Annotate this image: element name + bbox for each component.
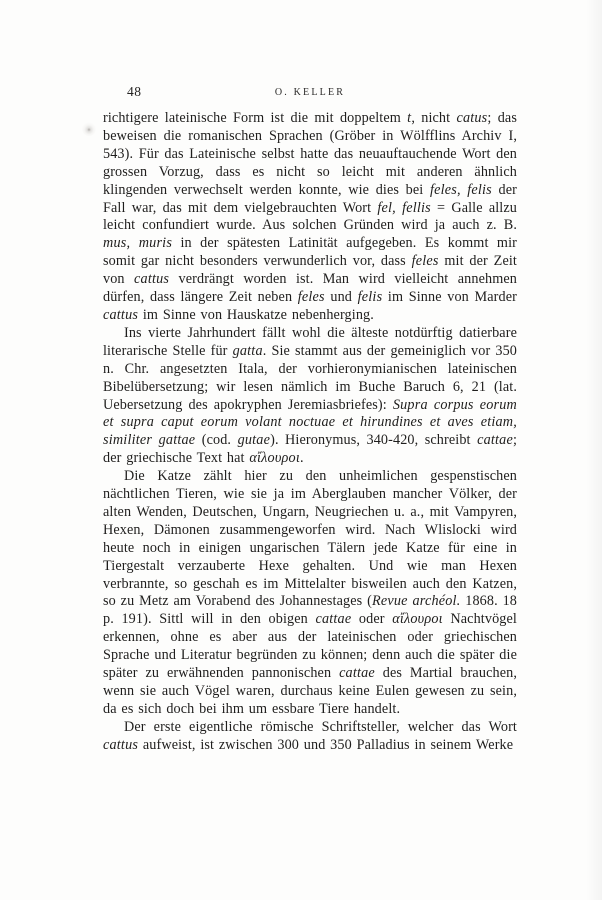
page-content (103, 84, 517, 755)
text-segment: ; der griechische Text hat (103, 432, 518, 467)
italic-text-segment: cattus (103, 736, 139, 753)
italic-text-segment: fel, fellis (377, 199, 431, 216)
italic-text-segment: mus, muris (103, 235, 173, 252)
italic-text-segment: Revue archéol. (371, 593, 461, 610)
text-segment: richtigere lateinische Form ist die mit doppeltem (103, 110, 408, 126)
paragraph (103, 468, 517, 719)
text-segment: im Sinne von Hauskatze nebenherging. (138, 306, 374, 323)
italic-text-segment: αἴλουροι (249, 450, 300, 467)
italic-text-segment: αἴλουροι (392, 611, 443, 628)
text-segment: verdrängt worden ist. Man wird vielleicht annehmen dürfen, dass längere Zeit neben (103, 271, 517, 306)
text-segment: Die Katze zählt hier zu den unheimlichen gespenstischen nächtlichen Tieren, wie sie ja im Aberglauben mancher Völker, der alten Wenden, Deutschen, Ungarn, Neugriechen u. a., mit Vampyren, Hexen, Dämonen zusammengeworfen wird. Nach Wlislocki wird heute noch in einigen ungarischen Tälern jede Katze für eine in Tiergestalt verzauberte Hexe gehalten. Und wie man Hexen verbrannte, so geschah es im Mittelalter bisweilen auch den Katzen, so zu Metz am Vorabend des Johannestages ( (103, 468, 517, 610)
italic-text-segment: cattae (477, 432, 513, 449)
italic-text-segment: cattus (134, 271, 170, 288)
italic-text-segment: catus (456, 110, 488, 126)
text-segment: . Sie stammt aus der gemeiniglich vor 350 n. Chr. angesetzten Itala, der vorhieronymianischen lateinischen Bibelübersetzung; wir lesen nämlich im Buche Baruch 6, 21 (lat. Uebersetzung des apokryphen Jeremiasbriefes): (103, 342, 517, 413)
italic-text-segment: feles (297, 289, 325, 306)
text-segment: Der erste eigentliche römische Schriftsteller, welcher das Wort (124, 718, 517, 735)
page-number: 48 (127, 84, 142, 99)
text-segment: (cod. (195, 432, 238, 449)
text-segment: . (299, 450, 304, 467)
running-head-author: O. KELLER (274, 87, 346, 98)
text-segment: Ins vierte Jahrhundert fällt wohl die älteste notdürftig datierbare literarische Stelle für (103, 324, 517, 359)
text-segment: mit der Zeit von (103, 253, 517, 288)
text-segment: in der spätesten Latinität aufgegeben. Es kommt mir somit gar nicht besonders verwunderlich vor, dass (103, 235, 517, 270)
scan-artifact-speck (82, 122, 96, 136)
body-text (103, 110, 517, 755)
text-segment: , nicht (411, 110, 457, 126)
running-header (103, 84, 517, 101)
text-segment: des Martial brauchen, wenn sie auch Vögel waren, durchaus keine Eulen gewesen zu sein, da es sich doch bei ihm um essbare Tiere handelt. (103, 665, 517, 717)
paragraph (103, 110, 517, 325)
text-segment: = Galle allzu leicht confundiert wurde. Aus solchen Gründen wird ja auch z. B. (103, 199, 517, 234)
paragraph (103, 719, 517, 755)
italic-text-segment: feles (429, 181, 457, 198)
italic-text-segment: gatta (232, 342, 263, 359)
italic-text-segment: cattus (103, 306, 139, 323)
paragraph (103, 325, 517, 468)
italic-text-segment: felis (467, 181, 492, 198)
italic-text-segment: t (407, 110, 412, 126)
page-edge-shading (586, 0, 602, 900)
italic-text-segment: cattae (315, 611, 352, 628)
text-segment: im Sinne von Marder (382, 289, 517, 306)
text-segment: Nachtvögel erkennen, ohne es aber aus der lateinischen oder griechischen Sprache und Literatur begründen zu können; denn auch die später die später zu erwähnenden pannonischen (103, 611, 517, 682)
text-segment: ). Hieronymus, 340-420, schreibt (270, 432, 478, 449)
italic-text-segment: felis (357, 289, 383, 306)
text-segment: 1868. 18 p. 191). Sittl will in den obigen (103, 593, 518, 628)
italic-text-segment: Supra corpus eorum et supra caput eorum volant noctuae et hirundines et aves etiam, similiter gattae (103, 396, 517, 449)
text-segment: ; das beweisen die romanischen Sprachen (Gröber in Wölfflins Archiv I, 543). Für das Lateinische selbst hatte das neuauftauchende Wort den grossen Vorzug, dass es nicht so leicht mit anderen ähnlich klingenden verwechselt werden konnte, wie dies bei (103, 110, 517, 198)
text-segment: , (456, 181, 468, 198)
italic-text-segment: cattae (339, 665, 375, 682)
text-segment: oder (351, 611, 393, 628)
text-segment: der Fall war, das mit dem vielgebrauchten Wort (103, 181, 517, 216)
text-segment: aufweist, ist zwischen 300 und 350 Palladius in seinem Werke (138, 736, 514, 753)
italic-text-segment: gutae (237, 432, 271, 449)
text-segment: und (324, 289, 358, 306)
italic-text-segment: feles (411, 253, 439, 270)
